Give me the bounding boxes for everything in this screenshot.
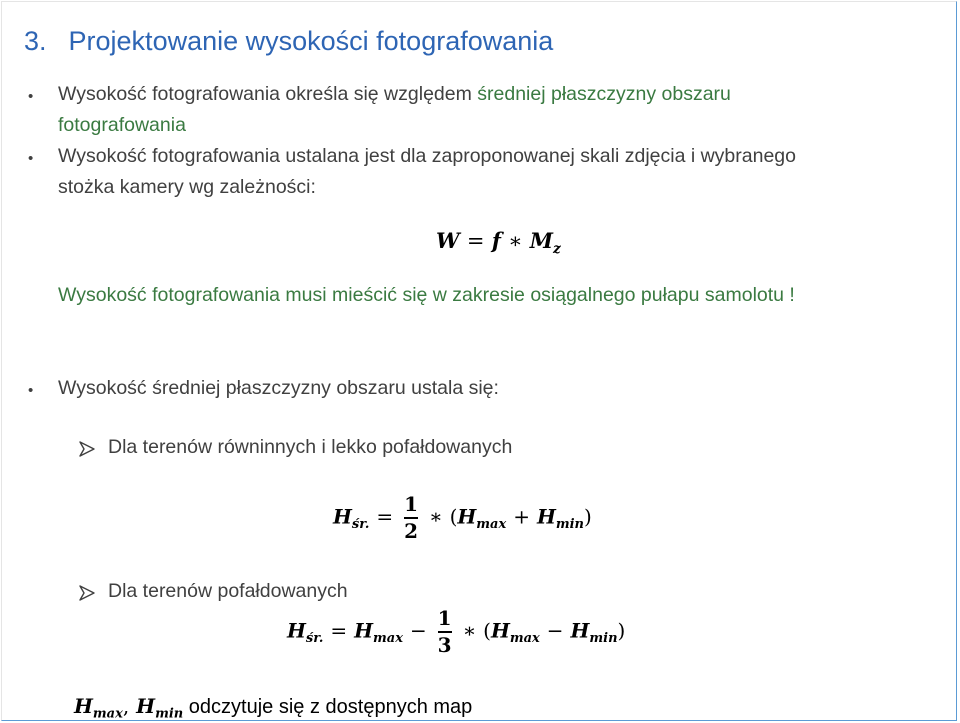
formula2-H: H <box>333 504 352 529</box>
bullet2-line2: stożka kamery wg zależności: <box>58 176 316 198</box>
formula3-sub-sr: śr. <box>305 631 324 647</box>
bullet3-text: Wysokość średniej płaszczyzny obszaru ustala się: <box>58 377 499 399</box>
altitude-note: Wysokość fotografowania musi mieścić się w zakresie osiągalnego pułapu samolotu ! <box>58 284 795 306</box>
formula-height <box>436 228 561 257</box>
formula3-fraction <box>438 608 452 656</box>
formula3-num: 1 <box>437 606 452 630</box>
bullet1-prefix: Wysokość fotografowania określa się względem <box>58 83 478 105</box>
formula3-sub-min: min <box>589 631 618 647</box>
formula3-Hmax2: H <box>490 618 510 643</box>
bullet1-highlight: średniej płaszczyzny obszaru <box>477 83 731 105</box>
formula3-sub-max2: max <box>509 631 540 647</box>
footer-comma: , <box>122 694 130 718</box>
formula3-den: 3 <box>437 633 452 657</box>
formula2-fraction <box>404 494 418 542</box>
formula2-Hmin: H <box>536 504 556 529</box>
formula2-sub-sr: śr. <box>351 517 370 533</box>
formula1-star: ∗ <box>508 229 523 253</box>
bullet-dot-icon: • <box>28 150 34 167</box>
bullet1-line1 <box>58 79 731 110</box>
footer-text: odczytuje się z dostępnych map <box>183 696 473 718</box>
formula1-M: M <box>529 228 554 253</box>
formula3-H: H <box>287 618 306 643</box>
formula1-eq: = <box>466 229 485 253</box>
formula2-eq: = <box>376 504 394 529</box>
arrow-bullet-icon <box>78 440 96 458</box>
formula3-lp: ( <box>483 618 491 643</box>
formula2-star: ∗ <box>429 504 443 529</box>
bullet-dot-icon: • <box>28 382 34 399</box>
formula3-minus2: − <box>546 618 564 643</box>
title-number: 3. <box>24 26 47 56</box>
formula-hilly-terrain <box>287 608 625 656</box>
formula3-eq: = <box>330 618 348 643</box>
formula2-sub-min: min <box>555 517 584 533</box>
sub1-text: Dla terenów równinnych i lekko pofałdowanych <box>108 436 513 458</box>
formula2-num: 1 <box>404 492 419 516</box>
footer-Hmin: H <box>136 694 156 718</box>
formula3-Hmin: H <box>570 618 590 643</box>
footer-note <box>74 694 472 722</box>
formula2-rp: ) <box>584 504 592 529</box>
formula2-Hmax: H <box>457 504 477 529</box>
formula3-sub-max: max <box>373 631 403 647</box>
bullet-dot-icon: • <box>28 88 34 105</box>
slide-title <box>24 26 553 57</box>
formula2-lp: ( <box>449 504 458 529</box>
formula2-sub-max: max <box>476 517 507 533</box>
formula1-sub: z <box>553 240 561 257</box>
formula-flat-terrain <box>333 494 592 542</box>
formula3-star: ∗ <box>462 618 477 643</box>
formula2-den: 2 <box>404 519 419 543</box>
footer-Hmax: H <box>74 694 93 718</box>
bullet2-line1: Wysokość fotografowania ustalana jest dla zaproponowanej skali zdjęcia i wybranego <box>58 145 796 167</box>
bullet1-line2: fotografowania <box>58 114 186 136</box>
footer-sub-min: min <box>155 706 184 722</box>
footer-sub-max: max <box>92 706 123 722</box>
formula3-Hmax: H <box>354 618 374 643</box>
formula1-f: f <box>491 228 501 253</box>
formula1-lhs: W <box>436 228 460 253</box>
formula3-minus: − <box>409 618 427 643</box>
title-text: Projektowanie wysokości fotografowania <box>68 26 554 56</box>
formula2-plus: + <box>513 504 530 529</box>
arrow-bullet-icon <box>78 584 96 602</box>
sub2-text: Dla terenów pofałdowanych <box>108 580 348 602</box>
formula3-rp: ) <box>617 618 626 643</box>
